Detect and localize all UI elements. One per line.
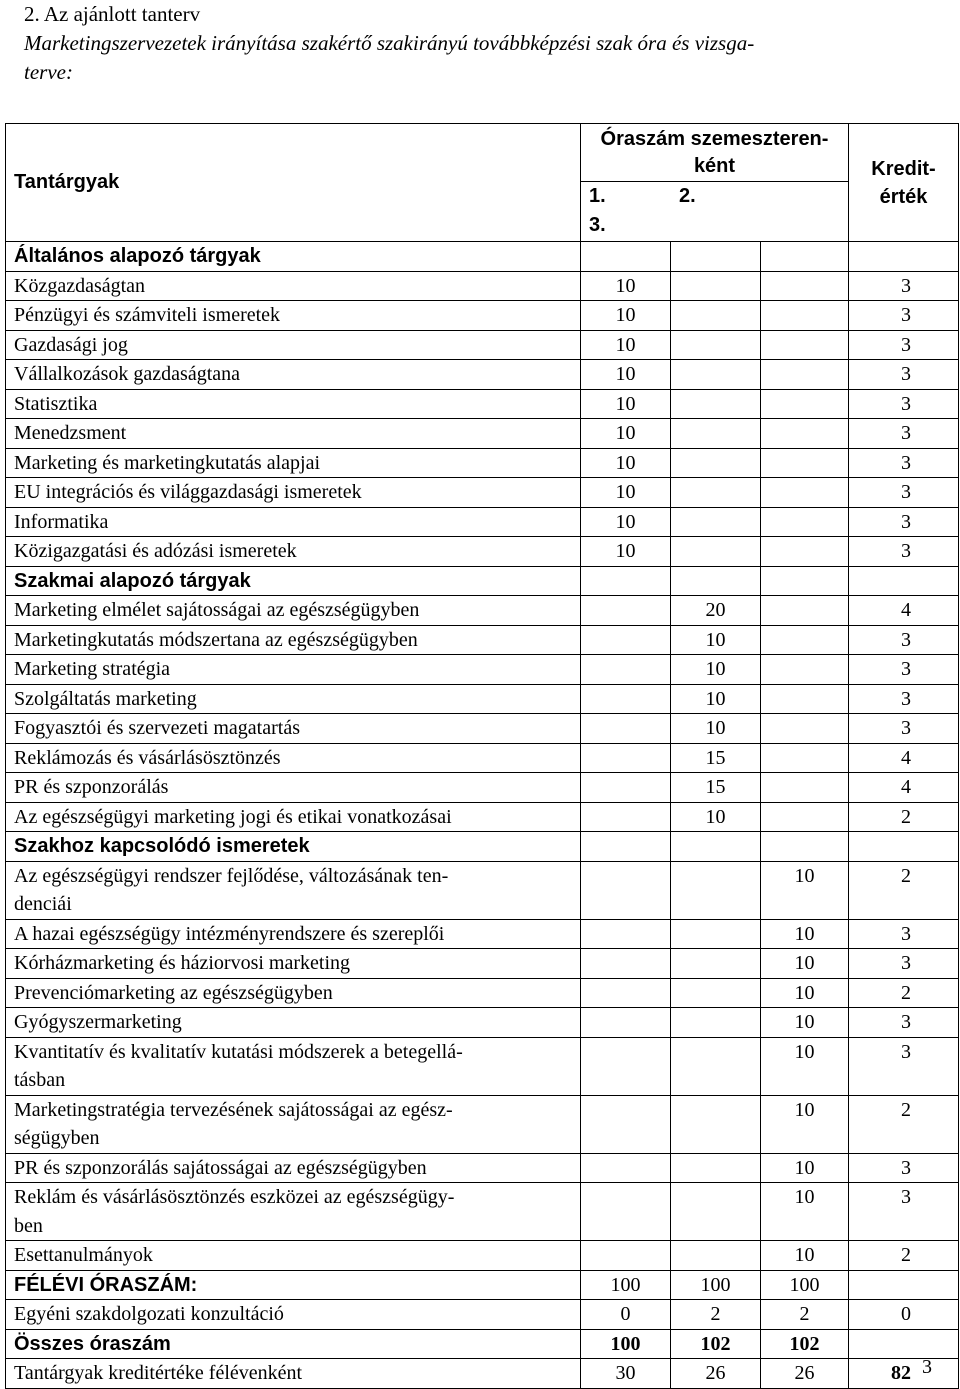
credit-total: 0 — [849, 1300, 959, 1330]
semester-3-hours — [761, 507, 849, 537]
semester-3-hours — [761, 714, 849, 744]
credit-value: 3 — [849, 330, 959, 360]
subject-name: Közgazdaságtan — [6, 271, 581, 301]
semester-1-total: 30 — [581, 1359, 671, 1389]
table-header-row — [6, 124, 959, 182]
table-row — [6, 684, 959, 714]
semester-2-hours — [671, 949, 761, 979]
credit-value: 2 — [849, 1095, 959, 1153]
subject-name: Marketingkutatás módszertana az egészségügyben — [6, 625, 581, 655]
semester-2-hours: 10 — [671, 625, 761, 655]
semester-2-hours — [671, 360, 761, 390]
table-row — [6, 389, 959, 419]
semester-2-hours: 10 — [671, 714, 761, 744]
semester-3-total: 2 — [761, 1300, 849, 1330]
semester-2-total: 100 — [671, 1270, 761, 1300]
credit-value: 3 — [849, 1008, 959, 1038]
subject-name: Közigazgatási és adózási ismeretek — [6, 537, 581, 567]
subject-name: Az egészségügyi marketing jogi és etikai vonatkozásai — [6, 802, 581, 832]
subject-name: Statisztika — [6, 389, 581, 419]
table-row — [6, 1008, 959, 1038]
semester-3-hours — [761, 271, 849, 301]
subject-name: Kvantitatív és kvalitatív kutatási módszerek a betegellá- tásban — [6, 1037, 581, 1095]
semester-3-total: 100 — [761, 1270, 849, 1300]
semester-1-hours: 10 — [581, 448, 671, 478]
semester-3-hours — [761, 684, 849, 714]
table-row — [6, 360, 959, 390]
semester-1-hours: 10 — [581, 389, 671, 419]
semester-1-header: 1. — [589, 185, 606, 207]
semester-2-hours — [671, 271, 761, 301]
semester-2-hours — [671, 1008, 761, 1038]
totals-label: Tantárgyak kreditértéke félévenként — [6, 1359, 581, 1389]
document-title-cont: terve: — [24, 60, 73, 84]
semester-2-hours — [671, 389, 761, 419]
semester-2-hours: 15 — [671, 773, 761, 803]
semester-1-hours — [581, 919, 671, 949]
semester-2-hours: 10 — [671, 684, 761, 714]
semester-3-hours — [761, 537, 849, 567]
credit-value: 3 — [849, 448, 959, 478]
table-row — [6, 271, 959, 301]
semester-3-hours — [761, 419, 849, 449]
semester-2-hours: 10 — [671, 655, 761, 685]
credit-value: 3 — [849, 714, 959, 744]
totals-label: FÉLÉVI ÓRASZÁM: — [6, 1270, 581, 1300]
semester-1-hours — [581, 625, 671, 655]
document-title: Marketingszervezetek irányítása szakértő szakirányú továbbképzési szak óra és vizsga- — [24, 31, 755, 55]
subject-name: Marketing elmélet sajátosságai az egészségügyben — [6, 596, 581, 626]
semester-3-hours: 10 — [761, 978, 849, 1008]
semester-3-hours: 10 — [761, 919, 849, 949]
semester-3-hours: 10 — [761, 1095, 849, 1153]
section-title: Szakhoz kapcsolódó ismeretek — [6, 832, 581, 862]
semester-1-hours — [581, 978, 671, 1008]
semester-3-hours — [761, 655, 849, 685]
table-row — [6, 949, 959, 979]
semester-1-hours — [581, 1183, 671, 1241]
table-row — [6, 802, 959, 832]
semester-2-header: 2. — [679, 185, 696, 207]
credit-value: 3 — [849, 1153, 959, 1183]
subject-name: Marketing és marketingkutatás alapjai — [6, 448, 581, 478]
semester-3-hours: 10 — [761, 1183, 849, 1241]
semester-2-hours: 10 — [671, 802, 761, 832]
empty-cell — [581, 242, 671, 272]
totals-row — [6, 1270, 959, 1300]
credit-value: 3 — [849, 419, 959, 449]
empty-cell — [849, 242, 959, 272]
subject-name: PR és szponzorálás — [6, 773, 581, 803]
semester-2-hours — [671, 478, 761, 508]
semester-1-hours — [581, 684, 671, 714]
semester-1-total: 0 — [581, 1300, 671, 1330]
semester-2-hours: 20 — [671, 596, 761, 626]
semester-2-total: 2 — [671, 1300, 761, 1330]
table-row — [6, 537, 959, 567]
table-row — [6, 978, 959, 1008]
subject-name: Prevenciómarketing az egészségügyben — [6, 978, 581, 1008]
credit-header — [849, 124, 959, 242]
credit-value: 2 — [849, 802, 959, 832]
page-heading — [24, 0, 944, 87]
hours-per-semester-header — [581, 124, 849, 182]
table-row — [6, 478, 959, 508]
credit-value: 4 — [849, 773, 959, 803]
semester-1-hours — [581, 773, 671, 803]
semester-3-total: 26 — [761, 1359, 849, 1389]
table-row — [6, 1037, 959, 1095]
credit-value: 2 — [849, 978, 959, 1008]
credit-value: 4 — [849, 596, 959, 626]
empty-cell — [581, 832, 671, 862]
semester-3-hours: 10 — [761, 1241, 849, 1271]
totals-row — [6, 1359, 959, 1389]
credit-value: 2 — [849, 1241, 959, 1271]
table-row — [6, 919, 959, 949]
page-number: 3 — [922, 1356, 932, 1378]
table-row — [6, 773, 959, 803]
table-row — [6, 507, 959, 537]
section-title: 2. Az ajánlott tanterv — [24, 2, 201, 26]
subject-name: Reklámozás és vásárlásösztönzés — [6, 743, 581, 773]
credit-total: 82 — [849, 1359, 959, 1389]
subject-name: Szolgáltatás marketing — [6, 684, 581, 714]
subject-name: Gyógyszermarketing — [6, 1008, 581, 1038]
semester-2-hours — [671, 919, 761, 949]
credit-value: 3 — [849, 389, 959, 419]
semester-2-hours — [671, 1241, 761, 1271]
semester-1-hours: 10 — [581, 419, 671, 449]
semester-3-hours — [761, 802, 849, 832]
table-row — [6, 419, 959, 449]
empty-cell — [671, 832, 761, 862]
subject-name: Reklám és vásárlásösztönzés eszközei az egészségügy- ben — [6, 1183, 581, 1241]
semester-2-hours — [671, 978, 761, 1008]
semester-2-hours — [671, 507, 761, 537]
subject-name: Marketingstratégia tervezésének sajátosságai az egész- ségügyben — [6, 1095, 581, 1153]
credit-value: 3 — [849, 360, 959, 390]
semester-1-hours — [581, 1153, 671, 1183]
totals-label: Egyéni szakdolgozati konzultáció — [6, 1300, 581, 1330]
semester-1-hours — [581, 949, 671, 979]
credit-value: 3 — [849, 271, 959, 301]
credit-value: 3 — [849, 537, 959, 567]
empty-cell — [761, 832, 849, 862]
table-row — [6, 1153, 959, 1183]
subject-name: A hazai egészségügy intézményrendszere és szereplői — [6, 919, 581, 949]
subject-name: Informatika — [6, 507, 581, 537]
semester-1-hours: 10 — [581, 301, 671, 331]
credit-value: 3 — [849, 949, 959, 979]
semester-3-hours — [761, 360, 849, 390]
semester-1-total: 100 — [581, 1270, 671, 1300]
table-row — [6, 625, 959, 655]
semester-3-hours: 10 — [761, 861, 849, 919]
section-title: Szakmai alapozó tárgyak — [6, 566, 581, 596]
credit-value: 3 — [849, 301, 959, 331]
section-header-row — [6, 566, 959, 596]
semester-2-hours — [671, 537, 761, 567]
subject-name: Gazdasági jog — [6, 330, 581, 360]
semester-3-hours — [761, 625, 849, 655]
semester-3-hours — [761, 773, 849, 803]
credit-value: 3 — [849, 1183, 959, 1241]
semester-3-total: 102 — [761, 1329, 849, 1359]
semester-1-hours — [581, 596, 671, 626]
credit-value: 3 — [849, 1037, 959, 1095]
section-header-row — [6, 242, 959, 272]
semester-1-hours — [581, 714, 671, 744]
table-row — [6, 1241, 959, 1271]
totals-row — [6, 1329, 959, 1359]
semester-2-hours — [671, 419, 761, 449]
section-title: Általános alapozó tárgyak — [6, 242, 581, 272]
semester-2-total: 102 — [671, 1329, 761, 1359]
subject-name: Az egészségügyi rendszer fejlődése, változásának ten- denciái — [6, 861, 581, 919]
credit-total — [849, 1329, 959, 1359]
table-row — [6, 743, 959, 773]
semester-3-hours — [761, 301, 849, 331]
semester-2-total: 26 — [671, 1359, 761, 1389]
table-row — [6, 655, 959, 685]
section-header-row — [6, 832, 959, 862]
semester-1-hours — [581, 1008, 671, 1038]
totals-row — [6, 1300, 959, 1330]
table-row — [6, 596, 959, 626]
semester-2-hours — [671, 861, 761, 919]
semester-3-hours: 10 — [761, 1153, 849, 1183]
table-row — [6, 330, 959, 360]
table-row — [6, 1183, 959, 1241]
subject-name: EU integrációs és világgazdasági ismeretek — [6, 478, 581, 508]
credit-value: 3 — [849, 919, 959, 949]
semester-1-hours: 10 — [581, 537, 671, 567]
semester-1-hours — [581, 802, 671, 832]
semester-2-hours — [671, 448, 761, 478]
credit-header-text: Kredit- érték — [871, 157, 936, 208]
semester-1-hours: 10 — [581, 330, 671, 360]
semester-1-hours: 10 — [581, 271, 671, 301]
credit-total — [849, 1270, 959, 1300]
empty-cell — [671, 242, 761, 272]
semester-1-hours — [581, 1095, 671, 1153]
table-row — [6, 714, 959, 744]
semester-2-hours — [671, 301, 761, 331]
semester-1-hours — [581, 655, 671, 685]
semester-1-hours: 10 — [581, 478, 671, 508]
subject-name: Vállalkozások gazdaságtana — [6, 360, 581, 390]
semester-3-hours — [761, 389, 849, 419]
table-row — [6, 301, 959, 331]
semester-2-hours — [671, 1183, 761, 1241]
credit-value: 4 — [849, 743, 959, 773]
table-row — [6, 448, 959, 478]
semester-1-hours — [581, 1037, 671, 1095]
table-row — [6, 861, 959, 919]
semester-3-hours — [761, 478, 849, 508]
curriculum-table — [5, 123, 959, 1389]
semester-1-hours — [581, 861, 671, 919]
semester-3-hours: 10 — [761, 949, 849, 979]
totals-label: Összes óraszám — [6, 1329, 581, 1359]
empty-cell — [761, 566, 849, 596]
subject-name: PR és szponzorálás sajátosságai az egészségügyben — [6, 1153, 581, 1183]
subject-name: Marketing stratégia — [6, 655, 581, 685]
empty-cell — [761, 242, 849, 272]
semester-1-total: 100 — [581, 1329, 671, 1359]
semester-3-hours — [761, 330, 849, 360]
semester-2-hours — [671, 1095, 761, 1153]
semester-1-hours: 10 — [581, 360, 671, 390]
subjects-header: Tantárgyak — [6, 124, 581, 242]
credit-value: 3 — [849, 507, 959, 537]
subject-name: Fogyasztói és szervezeti magatartás — [6, 714, 581, 744]
semester-3-hours: 10 — [761, 1037, 849, 1095]
credit-value: 2 — [849, 861, 959, 919]
subject-name: Menedzsment — [6, 419, 581, 449]
semester-3-hours — [761, 448, 849, 478]
semester-1-hours: 10 — [581, 507, 671, 537]
credit-value: 3 — [849, 478, 959, 508]
empty-cell — [671, 566, 761, 596]
table-row — [6, 1095, 959, 1153]
semester-2-hours — [671, 1153, 761, 1183]
semester-1-hours — [581, 1241, 671, 1271]
empty-cell — [849, 832, 959, 862]
empty-cell — [849, 566, 959, 596]
semester-3-hours: 10 — [761, 1008, 849, 1038]
credit-value: 3 — [849, 625, 959, 655]
semester-3-hours — [761, 743, 849, 773]
semester-1-hours — [581, 743, 671, 773]
credit-value: 3 — [849, 655, 959, 685]
subject-name: Esettanulmányok — [6, 1241, 581, 1271]
subject-name: Kórházmarketing és háziorvosi marketing — [6, 949, 581, 979]
subject-name: Pénzügyi és számviteli ismeretek — [6, 301, 581, 331]
semester-2-hours — [671, 330, 761, 360]
semester-2-hours — [671, 1037, 761, 1095]
semester-numbers — [581, 182, 849, 242]
credit-value: 3 — [849, 684, 959, 714]
semester-3-hours — [761, 596, 849, 626]
hours-header-text: Óraszám szemeszteren- ként — [600, 128, 829, 177]
semester-3-header: 3. — [589, 213, 606, 236]
semester-2-hours: 15 — [671, 743, 761, 773]
empty-cell — [581, 566, 671, 596]
